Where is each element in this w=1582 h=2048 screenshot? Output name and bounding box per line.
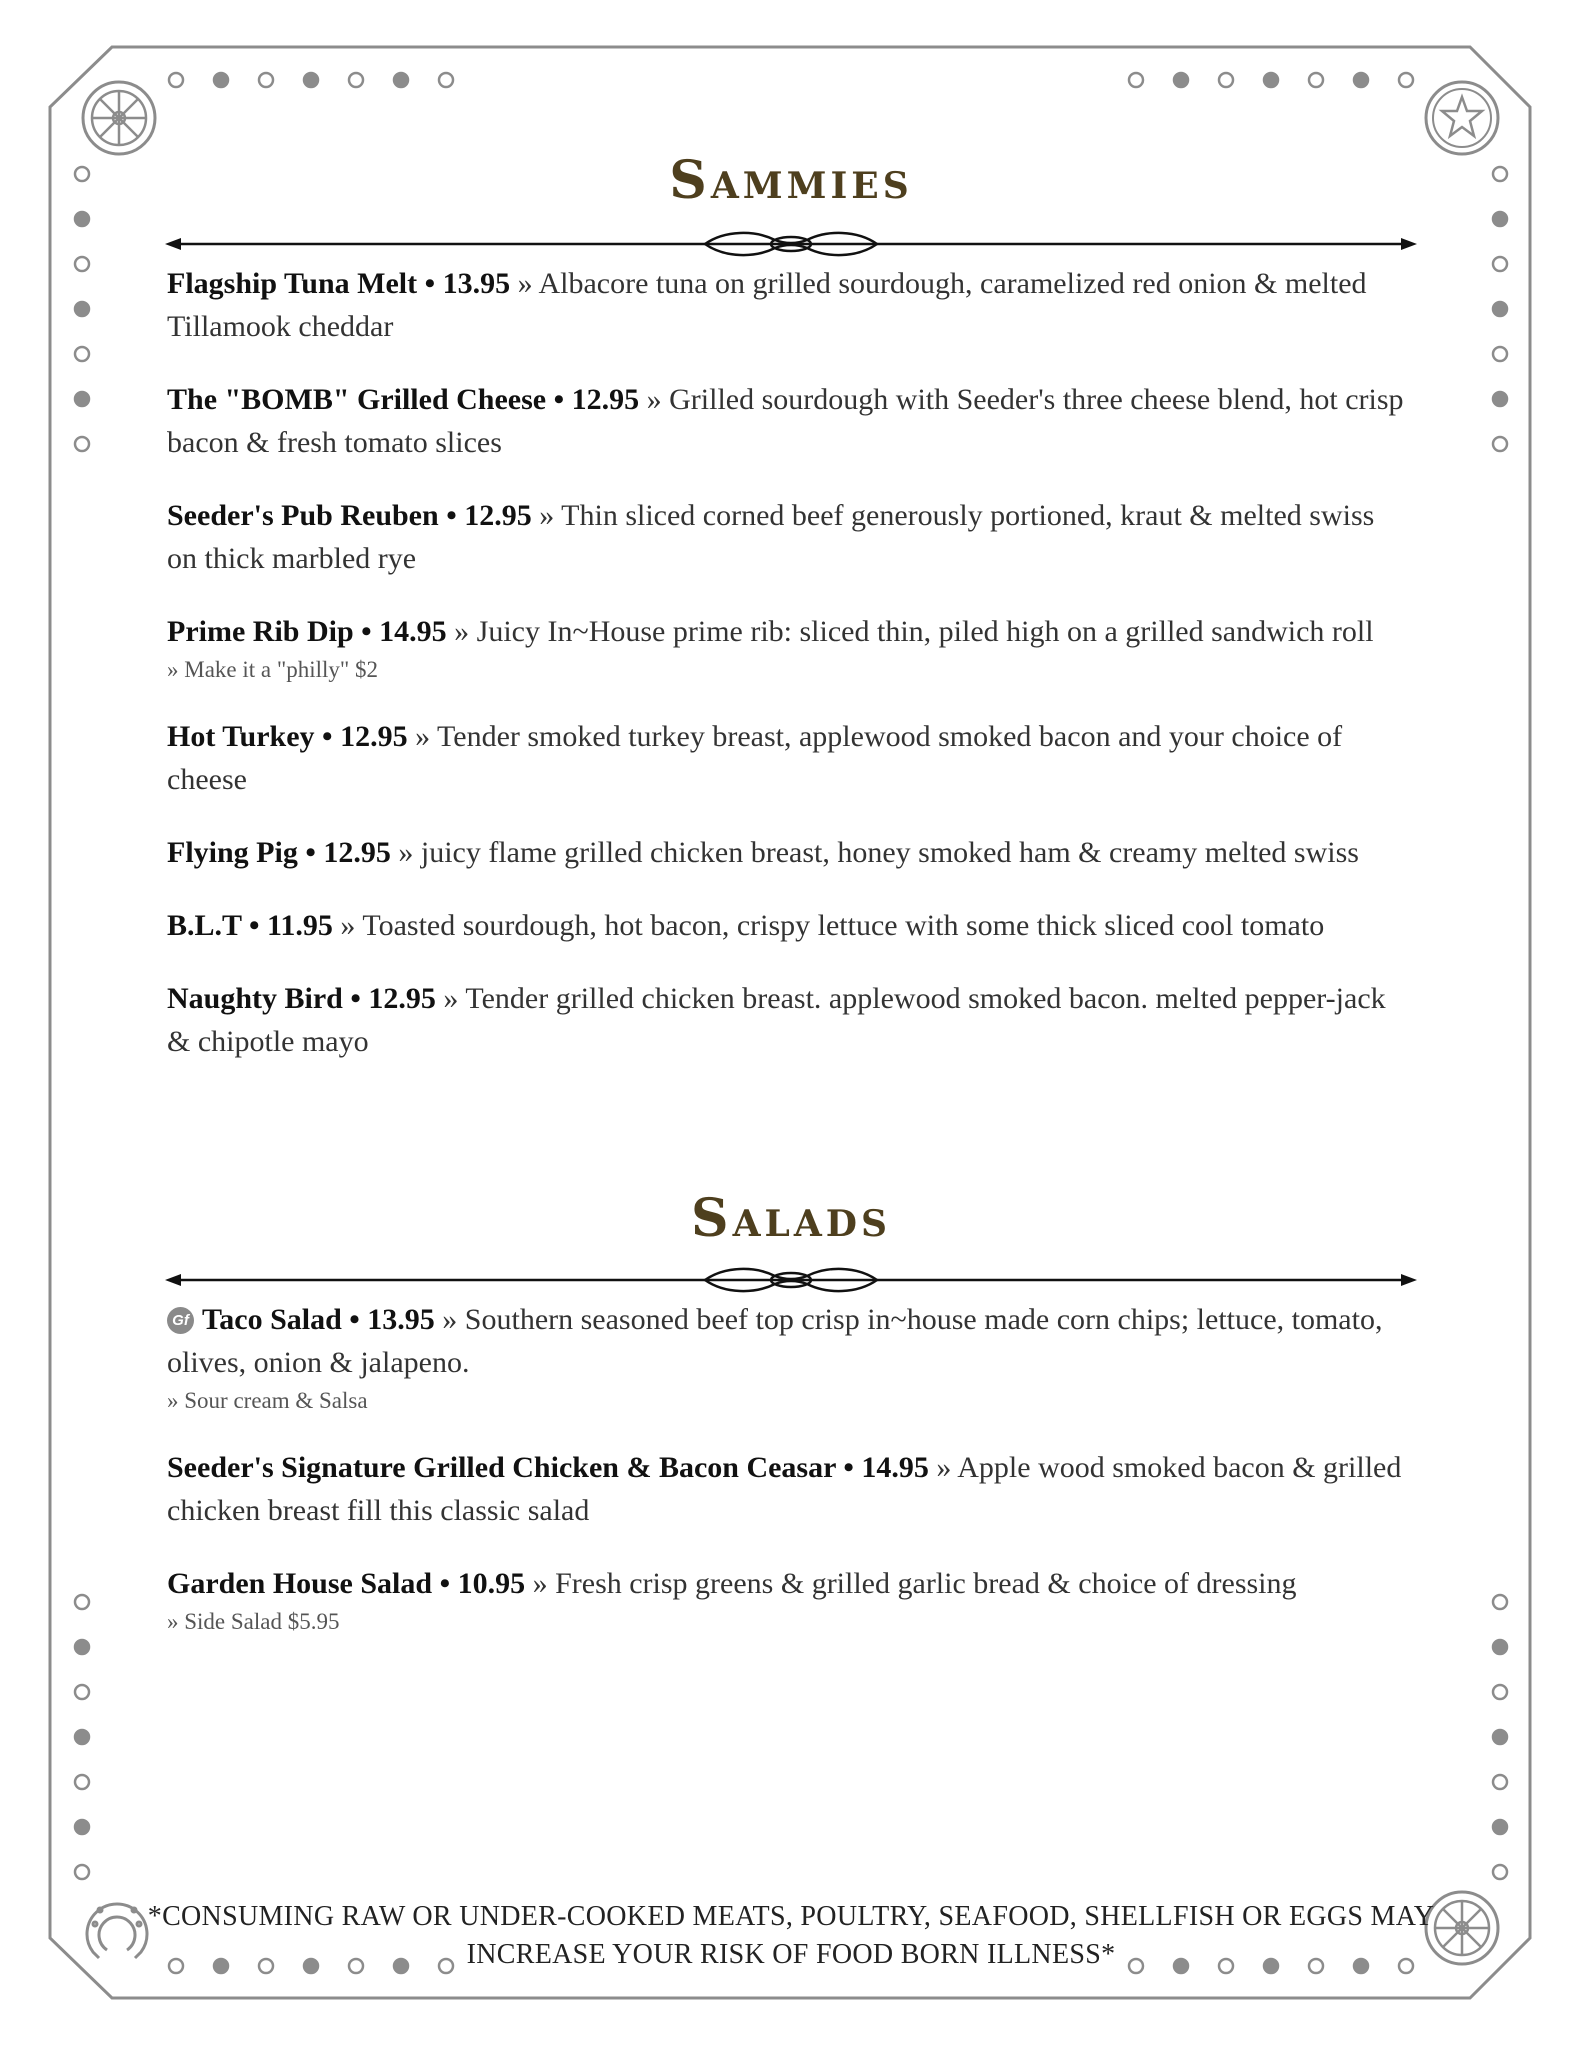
- menu-item: [167, 494, 1407, 580]
- decorative-dot: [349, 73, 363, 87]
- menu-item-line: [167, 262, 1407, 348]
- menu-item-line: [167, 494, 1407, 580]
- description-separator: »: [435, 982, 466, 1015]
- decorative-dot: [75, 1595, 89, 1609]
- decorative-dot: [439, 73, 453, 87]
- section-title-salads: Salads: [691, 1188, 891, 1249]
- description-separator: »: [332, 909, 363, 942]
- decorative-dot: [75, 347, 89, 361]
- description-separator: »: [510, 267, 539, 300]
- menu-item-note: » Side Salad $5.95: [167, 1609, 340, 1634]
- price-separator: •: [241, 909, 268, 942]
- menu-item-description: Tender grilled chicken breast. applewood smoked bacon. melted pepper-jack & chipotle mayo: [167, 982, 1386, 1058]
- menu-item-description: Tender smoked turkey breast, applewood smoked bacon and your choice of cheese: [167, 720, 1343, 796]
- decorative-dot: [75, 392, 89, 406]
- menu-item-price: 11.95: [267, 909, 333, 942]
- decorative-dot: [75, 1730, 89, 1744]
- menu-item: [167, 610, 1407, 685]
- menu-item: [167, 1298, 1407, 1416]
- description-separator: »: [928, 1451, 958, 1484]
- menu-item-description: Apple wood smoked bacon & grilled chicken breast fill this classic salad: [167, 1451, 1402, 1527]
- price-separator: •: [417, 267, 443, 300]
- section-divider: [165, 228, 1417, 260]
- star-badge-icon: [1426, 82, 1498, 154]
- decorative-dot: [1493, 1595, 1507, 1609]
- decorative-dot: [259, 73, 273, 87]
- price-separator: •: [835, 1451, 862, 1484]
- description-separator: »: [525, 1567, 556, 1600]
- menu-item-name: The "BOMB" Grilled Cheese: [167, 383, 547, 416]
- menu-list-salads: [167, 1298, 1407, 1667]
- price-separator: •: [342, 982, 369, 1015]
- menu-item-name: Naughty Bird: [167, 982, 343, 1015]
- decorative-dot: [304, 73, 318, 87]
- decorative-dot: [75, 257, 89, 271]
- decorative-dot: [1493, 302, 1507, 316]
- description-separator: »: [446, 615, 477, 648]
- menu-item: [167, 977, 1407, 1063]
- menu-item: [167, 831, 1407, 874]
- decorative-dot: [214, 73, 228, 87]
- menu-item-name: Prime Rib Dip: [167, 615, 354, 648]
- menu-item-line: [167, 977, 1407, 1063]
- description-separator: »: [407, 720, 438, 753]
- food-safety-disclaimer: [0, 1898, 1582, 1974]
- decorative-dot: [1493, 1640, 1507, 1654]
- decorative-dot: [1493, 392, 1507, 406]
- decorative-dot: [1493, 1820, 1507, 1834]
- menu-item-line: [167, 715, 1407, 801]
- decorative-dot: [394, 73, 408, 87]
- menu-item-price: 13.95: [367, 1303, 435, 1336]
- menu-item-price: 14.95: [861, 1451, 929, 1484]
- description-separator: »: [531, 499, 562, 532]
- menu-item-description: Albacore tuna on grilled sourdough, caramelized red onion & melted Tillamook cheddar: [167, 267, 1367, 343]
- price-separator: •: [353, 615, 380, 648]
- menu-item-line: [167, 904, 1407, 947]
- menu-item-price: 12.95: [323, 836, 391, 869]
- decorative-dot: [169, 73, 183, 87]
- menu-item-name: Taco Salad: [202, 1303, 342, 1336]
- menu-item-line: [167, 1298, 1407, 1384]
- decorative-dot: [1129, 73, 1143, 87]
- menu-item-description: Fresh crisp greens & grilled garlic bread & choice of dressing: [555, 1567, 1297, 1600]
- menu-item: [167, 904, 1407, 947]
- menu-item-line: [167, 1446, 1407, 1532]
- menu-item-line: [167, 610, 1407, 653]
- price-separator: •: [341, 1303, 368, 1336]
- decorative-dot: [75, 302, 89, 316]
- description-separator: »: [434, 1303, 465, 1336]
- menu-item-description: Thin sliced corned beef generously portioned, kraut & melted swiss on thick marbled rye: [167, 499, 1375, 575]
- decorative-dot: [1309, 73, 1323, 87]
- menu-item-note: » Sour cream & Salsa: [167, 1388, 368, 1413]
- menu-item-price: 10.95: [457, 1567, 526, 1600]
- menu-item-name: Seeder's Signature Grilled Chicken & Bacon Ceasar: [167, 1451, 836, 1484]
- menu-item-line: [167, 378, 1407, 464]
- decorative-dot: [75, 1865, 89, 1879]
- decorative-dot: [1354, 73, 1368, 87]
- price-separator: •: [297, 836, 324, 869]
- menu-item-description: Juicy In~House prime rib: sliced thin, piled high on a grilled sandwich roll: [476, 615, 1374, 648]
- decorative-dot: [75, 1820, 89, 1834]
- menu-item-name: Garden House Salad: [167, 1567, 433, 1600]
- decorative-dot: [75, 1685, 89, 1699]
- decorative-dot: [1493, 1775, 1507, 1789]
- menu-item: [167, 1562, 1407, 1637]
- menu-item-line: [167, 831, 1407, 874]
- menu-item-name: Flying Pig: [167, 836, 298, 869]
- menu-item-price: 12.95: [368, 982, 436, 1015]
- decorative-dot: [1399, 73, 1413, 87]
- description-separator: »: [639, 383, 670, 416]
- wagon-wheel-icon: [83, 82, 155, 154]
- menu-item-description: Southern seasoned beef top crisp in~house made corn chips; lettuce, tomato, olives, onion & jalapeno.: [167, 1303, 1383, 1379]
- decorative-dot: [1219, 73, 1233, 87]
- menu-item-price: 13.95: [442, 267, 511, 300]
- menu-item-name: Seeder's Pub Reuben: [167, 499, 439, 532]
- description-separator: »: [390, 836, 421, 869]
- menu-item-description: juicy flame grilled chicken breast, honey smoked ham & creamy melted swiss: [420, 836, 1359, 869]
- menu-item: [167, 715, 1407, 801]
- menu-item-name: Hot Turkey: [167, 720, 315, 753]
- price-separator: •: [546, 383, 572, 416]
- menu-item-name: Flagship Tuna Melt: [167, 267, 418, 300]
- decorative-dot: [1493, 1865, 1507, 1879]
- price-separator: •: [438, 499, 465, 532]
- disclaimer-line-2: INCREASE YOUR RISK OF FOOD BORN ILLNESS*: [466, 1939, 1116, 1970]
- disclaimer-line-1: *CONSUMING RAW OR UNDER-COOKED MEATS, POULTRY, SEAFOOD, SHELLFISH OR EGGS MAY: [147, 1901, 1435, 1932]
- decorative-dot: [75, 437, 89, 451]
- price-separator: •: [432, 1567, 458, 1600]
- menu-item-line: [167, 1562, 1407, 1605]
- decorative-dot: [1493, 1685, 1507, 1699]
- section-divider: [165, 1264, 1417, 1296]
- menu-item-note: » Make it a "philly" $2: [167, 657, 379, 682]
- price-separator: •: [314, 720, 341, 753]
- decorative-dot: [1493, 347, 1507, 361]
- decorative-dot: [1493, 437, 1507, 451]
- decorative-dot: [75, 1775, 89, 1789]
- menu-item-name: B.L.T: [167, 909, 242, 942]
- menu-item-price: 12.95: [464, 499, 532, 532]
- menu-item-description: Grilled sourdough with Seeder's three cheese blend, hot crisp bacon & fresh tomato slices: [167, 383, 1404, 459]
- decorative-dot: [75, 1640, 89, 1654]
- decorative-dot: [1493, 212, 1507, 226]
- menu-item-description: Toasted sourdough, hot bacon, crispy lettuce with some thick sliced cool tomato: [362, 909, 1325, 942]
- menu-list-sammies: [167, 262, 1407, 1093]
- decorative-dot: [75, 212, 89, 226]
- section-title-sammies: Sammies: [669, 150, 913, 211]
- decorative-dot: [1264, 73, 1278, 87]
- menu-item: [167, 262, 1407, 348]
- decorative-dot: [1493, 257, 1507, 271]
- menu-item-price: 14.95: [379, 615, 447, 648]
- decorative-dot: [1174, 73, 1188, 87]
- decorative-dot: [1493, 1730, 1507, 1744]
- menu-item: [167, 378, 1407, 464]
- menu-item-price: 12.95: [571, 383, 640, 416]
- gluten-free-icon: Gf: [167, 1307, 194, 1334]
- menu-item: [167, 1446, 1407, 1532]
- menu-item-price: 12.95: [340, 720, 408, 753]
